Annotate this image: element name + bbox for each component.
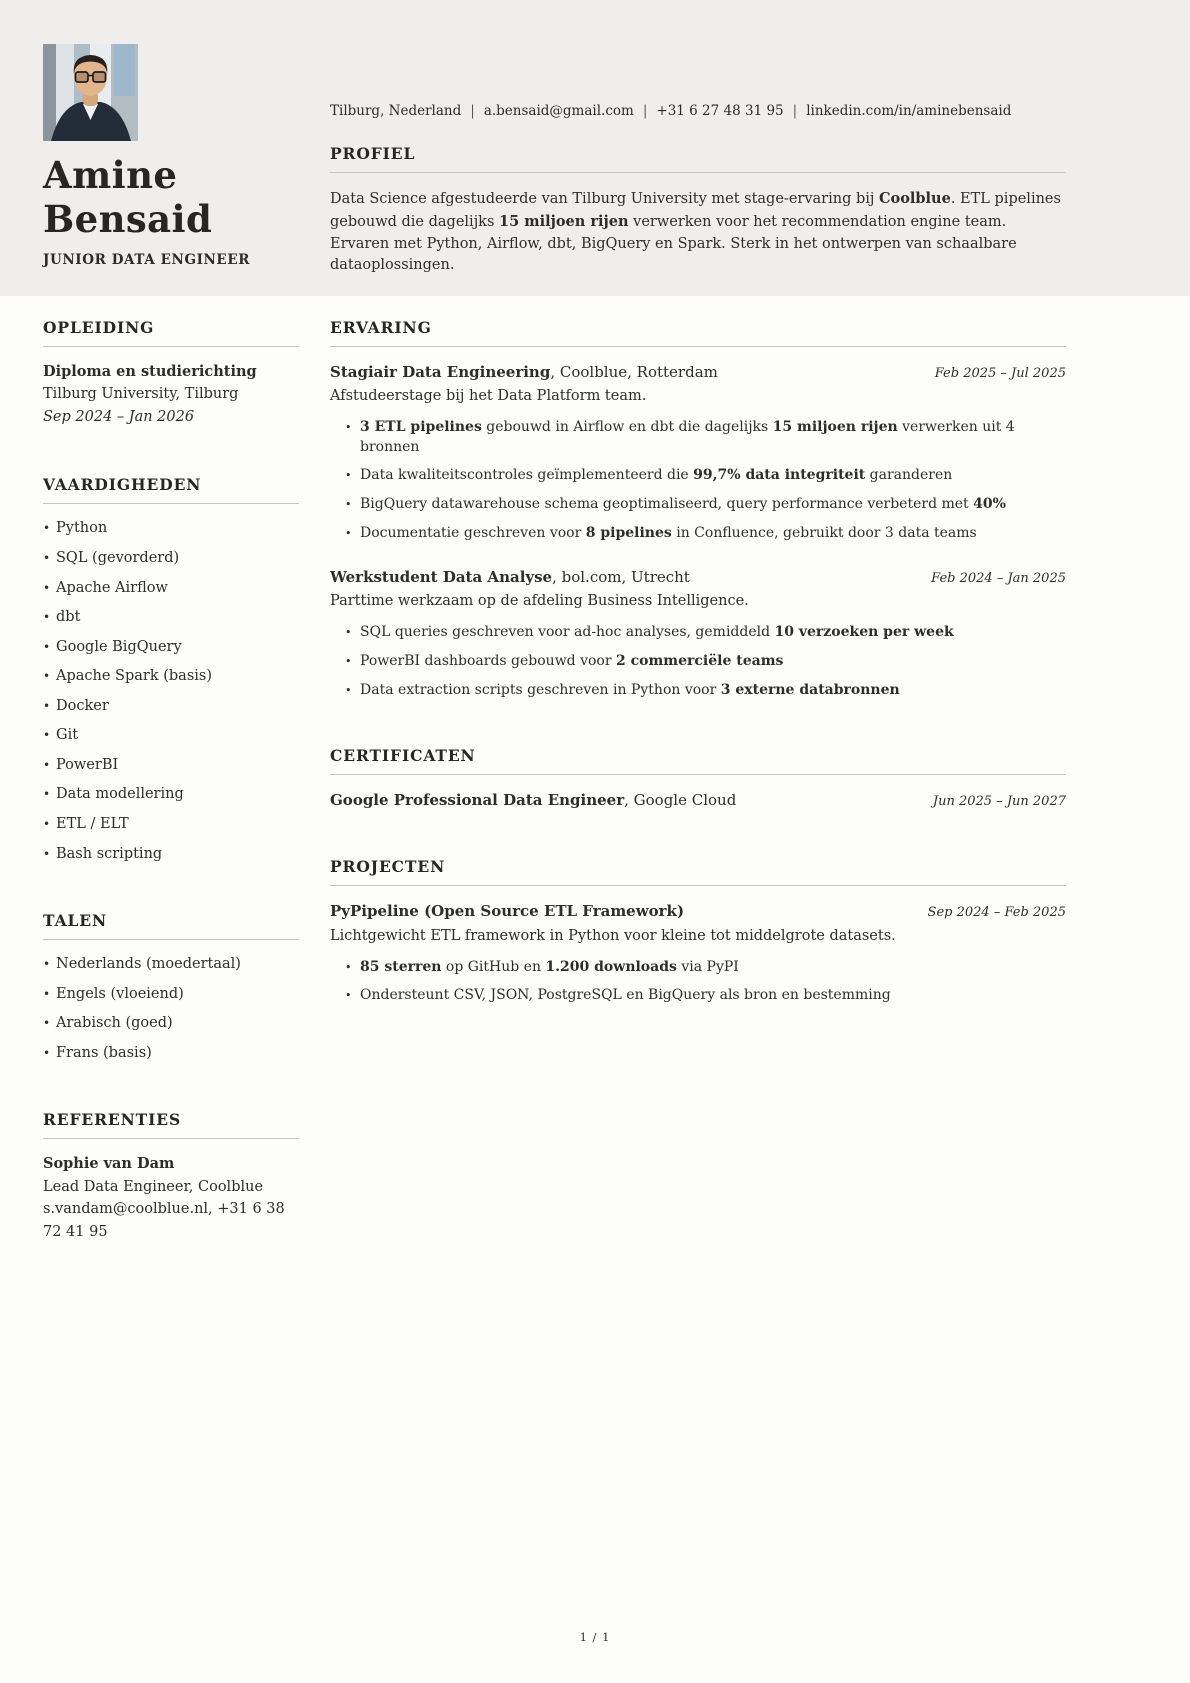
job-entry	[330, 347, 1066, 543]
bullet-item: • 3 ETL pipelines gebouwd in Airflow en dbt die dagelijks 15 miljoen rijen verwerken uit 4 bronnen	[345, 418, 1066, 457]
bullet-item: • 85 sterren op GitHub en 1.200 downloads via PyPI	[345, 958, 1066, 978]
section-heading-projecten: PROJECTEN	[330, 857, 1066, 886]
job-summary: Afstudeerstage bij het Data Platform team.	[330, 388, 647, 405]
section-heading-certificaten: CERTIFICATEN	[330, 746, 1066, 775]
bullet-item: • Data extraction scripts geschreven in Python voor 3 externe databronnen	[345, 681, 1066, 701]
section-profiel	[330, 144, 1066, 277]
section-opleiding	[43, 318, 299, 428]
reference-name: Sophie van Dam	[43, 1155, 175, 1173]
language-item: • Frans (basis)	[43, 1044, 299, 1064]
job-dates: Feb 2025 – Jul 2025	[934, 366, 1066, 381]
section-ervaring	[330, 318, 1066, 700]
project-entry	[330, 886, 1066, 1005]
reference-role: Lead Data Engineer, Coolblue	[43, 1178, 264, 1195]
contact-separator: |	[642, 103, 648, 119]
skill-item: • SQL (gevorderd)	[43, 549, 299, 569]
section-referenties	[43, 1110, 299, 1243]
skill-item: • ETL / ELT	[43, 815, 299, 835]
page-indicator: 1 / 1	[579, 1630, 611, 1644]
header-details	[330, 0, 1066, 277]
bullet-item: • Data kwaliteitscontroles geïmplementeerd die 99,7% data integriteit garanderen	[345, 466, 1066, 486]
skill-item: • PowerBI	[43, 756, 299, 776]
job-title: Stagiair Data Engineering, Coolblue, Rotterdam	[330, 363, 718, 381]
job-bullets	[345, 623, 1066, 700]
header-identity	[43, 44, 318, 268]
certificate-dates: Jun 2025 – Jun 2027	[932, 794, 1066, 810]
skill-item: • Bash scripting	[43, 845, 299, 865]
project-dates: Sep 2024 – Feb 2025	[927, 905, 1066, 921]
bullet-item: • PowerBI dashboards gebouwd voor 2 commerciële teams	[345, 652, 1066, 672]
skill-item: • Google BigQuery	[43, 638, 299, 658]
project-title: PyPipeline (Open Source ETL Framework)	[330, 902, 685, 921]
education-dates: Sep 2024 – Jan 2026	[43, 408, 195, 425]
main-content	[330, 318, 1066, 1052]
language-item: • Arabisch (goed)	[43, 1014, 299, 1034]
section-projecten	[330, 857, 1066, 1005]
section-vaardigheden	[43, 475, 299, 864]
section-heading-profiel: PROFIEL	[330, 144, 1066, 173]
section-heading-talen: TALEN	[43, 911, 299, 940]
contact-separator: |	[470, 103, 475, 119]
person-name-line2: Bensaid	[43, 197, 213, 242]
contact-separator: |	[792, 103, 798, 119]
section-heading-ervaring: ERVARING	[330, 318, 1066, 347]
profile-photo	[43, 44, 138, 141]
page-footer	[0, 1630, 1190, 1644]
job-bullets	[345, 418, 1066, 543]
portrait-illustration	[43, 44, 138, 141]
job-entry	[330, 552, 1066, 700]
skills-list	[43, 519, 299, 864]
section-heading-referenties: REFERENTIES	[43, 1110, 299, 1139]
contact-location: Tilburg, Nederland	[330, 103, 462, 119]
job-summary: Parttime werkzaam op de afdeling Business Intelligence.	[330, 593, 749, 610]
certificate-title: Google Professional Data Engineer, Google Cloud	[330, 791, 737, 810]
contact-linkedin: linkedin.com/in/aminebensaid	[806, 103, 1012, 119]
reference-contact: s.vandam@coolblue.nl, +31 6 38 72 41 95	[43, 1201, 285, 1240]
bullet-item: • SQL queries geschreven voor ad-hoc analyses, gemiddeld 10 verzoeken per week	[345, 623, 1066, 643]
contact-phone: +31 6 27 48 31 95	[656, 103, 784, 119]
job-dates: Feb 2024 – Jan 2025	[931, 571, 1066, 587]
person-name-line1: Amine	[43, 153, 178, 197]
bullet-item: • Ondersteunt CSV, JSON, PostgreSQL en BigQuery als bron en bestemming	[345, 986, 1066, 1006]
contact-bar	[330, 103, 1066, 119]
header	[0, 0, 1190, 296]
skill-item: • Data modellering	[43, 785, 299, 805]
skill-item: • Apache Airflow	[43, 579, 299, 599]
project-bullets	[345, 958, 1066, 1006]
section-certificaten	[330, 746, 1066, 811]
skill-item: • dbt	[43, 608, 299, 628]
job-title: Werkstudent Data Analyse, bol.com, Utrecht	[330, 568, 690, 587]
bullet-item: • BigQuery datawarehouse schema geoptimaliseerd, query performance verbeterd met 40%	[345, 495, 1066, 515]
profile-text: Data Science afgestudeerde van Tilburg University met stage-ervaring bij Coolblue. ETL pipelines gebouwd die dagelijks 15 miljoen rijen verwerken voor het recommendation engine team. Ervaren met Python, Airflow, dbt, BigQuery en Spark. Sterk in het ontwerpen van schaalbare dataoplossingen.	[330, 190, 1061, 274]
section-heading-opleiding: OPLEIDING	[43, 318, 299, 347]
skill-item: • Python	[43, 519, 299, 539]
education-school: Tilburg University, Tilburg	[43, 386, 239, 403]
skill-item: • Git	[43, 726, 299, 746]
certificate-entry	[330, 775, 1066, 811]
sidebar	[43, 318, 299, 1290]
project-summary: Lichtgewicht ETL framework in Python voor kleine tot middelgrote datasets.	[330, 927, 896, 944]
language-item: • Engels (vloeiend)	[43, 985, 299, 1005]
section-heading-vaardigheden: VAARDIGHEDEN	[43, 475, 299, 504]
job-title-label: JUNIOR DATA ENGINEER	[43, 251, 251, 268]
education-degree: Diploma en studierichting	[43, 363, 257, 380]
languages-list	[43, 955, 299, 1063]
contact-email: a.bensaid@gmail.com	[483, 103, 634, 119]
language-item: • Nederlands (moedertaal)	[43, 955, 299, 975]
bullet-item: • Documentatie geschreven voor 8 pipelines in Confluence, gebruikt door 3 data teams	[345, 524, 1066, 544]
person-name	[43, 153, 318, 242]
skill-item: • Apache Spark (basis)	[43, 667, 299, 687]
skill-item: • Docker	[43, 697, 299, 717]
section-talen	[43, 911, 299, 1063]
